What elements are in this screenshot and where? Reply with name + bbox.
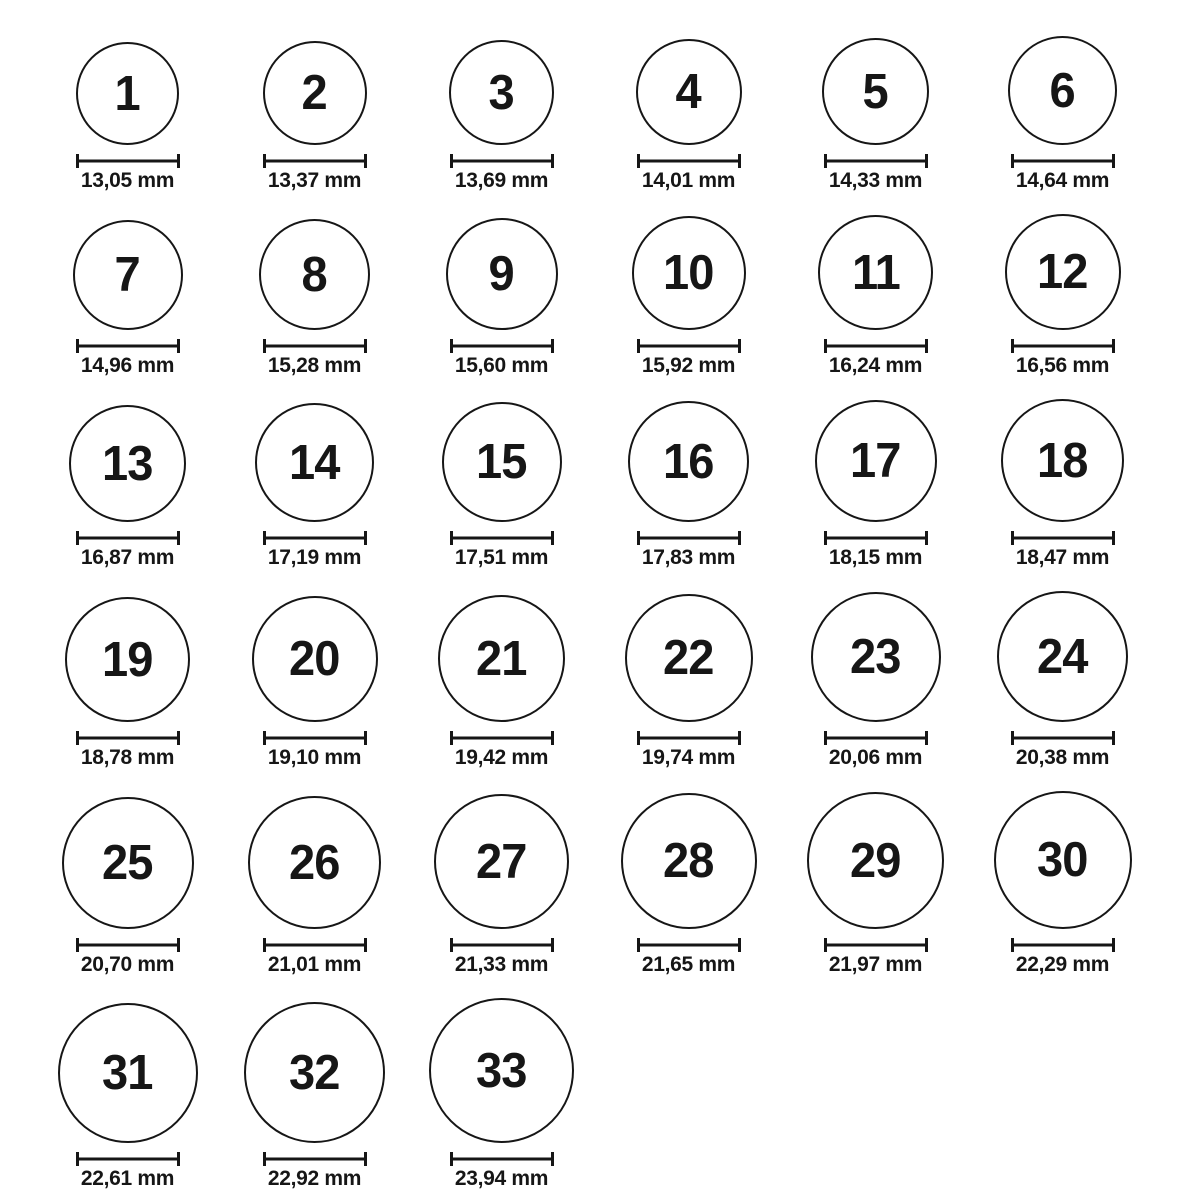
diameter-label: 16,56 mm (1015, 354, 1110, 377)
diameter-ruler (824, 938, 928, 952)
ring-size-item (969, 214, 1156, 377)
ring-size-item (595, 216, 782, 377)
ring-size-number: 2 (301, 66, 328, 120)
ring-circle (625, 594, 753, 722)
diameter-label: 14,64 mm (1015, 169, 1110, 192)
ring-size-item (408, 40, 595, 192)
diameter-ruler (76, 339, 180, 353)
ring-size-item (782, 792, 969, 976)
ring-size-item (34, 405, 221, 569)
ring-size-item (969, 591, 1156, 769)
chart-row-5 (34, 791, 1200, 998)
diameter-ruler (637, 938, 741, 952)
ring-circle (434, 794, 569, 929)
diameter-ruler (263, 938, 367, 952)
diameter-label: 15,92 mm (641, 354, 736, 377)
ring-size-number: 13 (102, 436, 153, 491)
ring-circle (73, 220, 183, 330)
chart-row-6 (34, 998, 1200, 1200)
diameter-ruler (263, 731, 367, 745)
ring-size-item (221, 219, 408, 377)
ring-circle (1008, 36, 1117, 145)
ring-size-item (221, 1002, 408, 1190)
diameter-ruler (450, 938, 554, 952)
ring-size-number: 32 (289, 1045, 340, 1100)
ring-size-item (595, 39, 782, 192)
ring-circle (259, 219, 370, 330)
ring-size-number: 16 (663, 434, 714, 489)
ring-circle (994, 791, 1132, 929)
diameter-label: 17,19 mm (267, 546, 362, 569)
ring-size-number: 11 (851, 245, 900, 300)
diameter-ruler (263, 531, 367, 545)
ring-circle (621, 793, 757, 929)
ring-circle (442, 402, 562, 522)
ring-circle (636, 39, 742, 145)
chart-row-1 (34, 36, 1200, 214)
diameter-label: 22,61 mm (80, 1167, 175, 1190)
ring-size-item (34, 797, 221, 976)
ring-size-item (969, 791, 1156, 976)
ring-size-number: 3 (488, 65, 515, 120)
ring-circle (248, 796, 381, 929)
diameter-label: 13,37 mm (267, 169, 362, 192)
ring-size-number: 23 (850, 630, 901, 684)
ring-size-number: 1 (114, 66, 141, 121)
diameter-ruler (76, 938, 180, 952)
diameter-ruler (450, 531, 554, 545)
diameter-ruler (76, 531, 180, 545)
ring-size-item (408, 998, 595, 1190)
diameter-ruler (76, 154, 180, 168)
ring-size-number: 4 (675, 65, 702, 119)
ring-circle (449, 40, 554, 145)
diameter-ruler (637, 531, 741, 545)
ring-size-number: 8 (301, 247, 328, 302)
ring-size-item (595, 594, 782, 769)
chart-row-3 (34, 399, 1200, 591)
diameter-ruler (1011, 531, 1115, 545)
diameter-label: 13,69 mm (454, 169, 549, 192)
ring-circle (822, 38, 929, 145)
chart-row-4 (34, 591, 1200, 791)
diameter-label: 19,74 mm (641, 746, 736, 769)
diameter-label: 20,06 mm (828, 746, 923, 769)
ring-size-number: 20 (289, 632, 340, 686)
ring-size-number: 33 (476, 1043, 527, 1098)
ring-size-item (595, 401, 782, 569)
ring-circle (997, 591, 1128, 722)
ring-size-number: 17 (850, 434, 901, 488)
diameter-label: 17,83 mm (641, 546, 736, 569)
diameter-label: 19,42 mm (454, 746, 549, 769)
diameter-ruler (450, 1152, 554, 1166)
ring-size-number: 5 (862, 64, 889, 119)
diameter-label: 16,87 mm (80, 546, 175, 569)
ring-size-item (221, 41, 408, 192)
ring-size-number: 26 (289, 835, 340, 890)
diameter-ruler (824, 154, 928, 168)
diameter-label: 21,65 mm (641, 953, 736, 976)
ring-circle (1001, 399, 1124, 522)
diameter-label: 14,33 mm (828, 169, 923, 192)
ring-circle (244, 1002, 385, 1143)
diameter-label: 21,01 mm (267, 953, 362, 976)
ring-size-item (782, 215, 969, 377)
diameter-ruler (263, 1152, 367, 1166)
ring-size-item (408, 794, 595, 976)
ring-size-item (595, 793, 782, 976)
diameter-label: 15,28 mm (267, 354, 362, 377)
ring-circle (818, 215, 933, 330)
ring-size-number: 29 (850, 833, 901, 888)
ring-circle (815, 400, 937, 522)
diameter-label: 14,96 mm (80, 354, 175, 377)
diameter-ruler (263, 339, 367, 353)
diameter-ruler (1011, 938, 1115, 952)
ring-circle (62, 797, 194, 929)
ring-size-number: 14 (289, 435, 340, 490)
ring-size-number: 24 (1037, 629, 1088, 684)
diameter-ruler (76, 731, 180, 745)
diameter-label: 23,94 mm (454, 1167, 549, 1190)
diameter-ruler (1011, 731, 1115, 745)
diameter-ruler (1011, 154, 1115, 168)
ring-size-number: 21 (476, 631, 527, 686)
ring-circle (76, 42, 179, 145)
diameter-label: 22,92 mm (267, 1167, 362, 1190)
ring-size-number: 22 (663, 631, 714, 685)
diameter-label: 15,60 mm (454, 354, 549, 377)
ring-size-item (408, 402, 595, 569)
ring-circle (446, 218, 558, 330)
diameter-label: 19,10 mm (267, 746, 362, 769)
diameter-label: 13,05 mm (80, 169, 175, 192)
diameter-label: 22,29 mm (1015, 953, 1110, 976)
ring-size-item (782, 400, 969, 569)
diameter-ruler (450, 154, 554, 168)
diameter-label: 14,01 mm (641, 169, 736, 192)
diameter-label: 16,24 mm (828, 354, 923, 377)
diameter-ruler (824, 731, 928, 745)
ring-size-item (969, 36, 1156, 192)
diameter-ruler (637, 339, 741, 353)
diameter-ruler (263, 154, 367, 168)
ring-size-number: 10 (663, 246, 714, 300)
diameter-ruler (637, 731, 741, 745)
ring-circle (1005, 214, 1121, 330)
diameter-label: 21,97 mm (828, 953, 923, 976)
ring-size-number: 9 (488, 247, 515, 301)
diameter-ruler (1011, 339, 1115, 353)
diameter-label: 20,70 mm (80, 953, 175, 976)
diameter-label: 18,47 mm (1015, 546, 1110, 569)
ring-size-item (408, 218, 595, 377)
ring-size-item (34, 220, 221, 377)
ring-size-number: 15 (476, 435, 527, 489)
ring-size-item (408, 595, 595, 769)
diameter-ruler (450, 339, 554, 353)
ring-size-number: 27 (476, 834, 527, 889)
diameter-label: 20,38 mm (1015, 746, 1110, 769)
ring-size-item (34, 597, 221, 769)
ring-size-number: 7 (114, 248, 141, 302)
ring-size-item (34, 1003, 221, 1190)
ring-circle (58, 1003, 198, 1143)
ring-circle (65, 597, 190, 722)
diameter-ruler (824, 531, 928, 545)
diameter-ruler (637, 154, 741, 168)
ring-size-number: 31 (102, 1046, 153, 1100)
ring-circle (69, 405, 186, 522)
diameter-label: 21,33 mm (454, 953, 549, 976)
ring-circle (811, 592, 941, 722)
ring-size-number: 25 (102, 836, 153, 890)
ring-circle (632, 216, 746, 330)
diameter-label: 18,78 mm (80, 746, 175, 769)
ring-circle (807, 792, 944, 929)
diameter-ruler (76, 1152, 180, 1166)
diameter-ruler (824, 339, 928, 353)
ring-circle (438, 595, 565, 722)
ring-size-item (221, 596, 408, 769)
ring-circle (628, 401, 749, 522)
diameter-label: 17,51 mm (454, 546, 549, 569)
ring-size-number: 30 (1037, 833, 1088, 887)
ring-size-number: 12 (1037, 245, 1088, 299)
ring-size-number: 18 (1037, 433, 1088, 488)
chart-row-2 (34, 214, 1200, 399)
ring-circle (255, 403, 374, 522)
ring-size-number: 6 (1049, 63, 1076, 118)
ring-size-item (969, 399, 1156, 569)
ring-size-item (782, 592, 969, 769)
ring-size-number: 28 (663, 834, 714, 888)
ring-size-item (782, 38, 969, 192)
ring-size-item (221, 403, 408, 569)
ring-size-number: 19 (102, 632, 153, 687)
ring-circle (429, 998, 574, 1143)
ring-size-item (34, 42, 221, 192)
ring-size-item (221, 796, 408, 976)
diameter-label: 18,15 mm (828, 546, 923, 569)
diameter-ruler (450, 731, 554, 745)
ring-circle (263, 41, 367, 145)
ring-circle (252, 596, 378, 722)
